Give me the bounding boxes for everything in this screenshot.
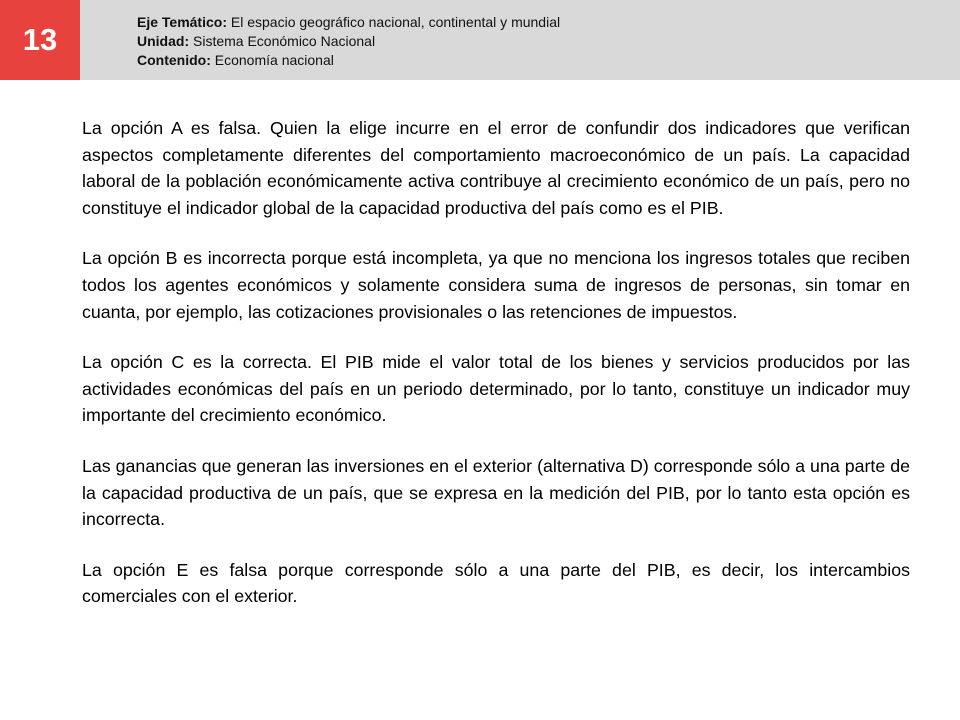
eje-tematico-line: [137, 13, 560, 32]
body-text: [82, 115, 910, 634]
slide-number-badge: 13: [0, 0, 80, 80]
contenido-label: Contenido:: [137, 52, 211, 68]
header-meta: [137, 13, 560, 70]
paragraph-option-c: La opción C es la correcta. El PIB mide el valor total de los bienes y servicios producidos por las actividades económicas del país en un periodo determinado, por lo tanto, constituye un indicador muy importante del crecimiento económico.: [82, 352, 910, 426]
eje-tematico-value: El espacio geográfico nacional, continental y mundial: [227, 14, 561, 30]
paragraph-option-e: La opción E es falsa porque corresponde sólo a una parte del PIB, es decir, los intercambios comerciales con el exterior.: [82, 559, 910, 607]
eje-tematico-label: Eje Temático:: [137, 14, 227, 30]
paragraph-option-d: Las ganancias que generan las inversiones en el exterior (alternativa D) corresponde sólo a una parte de la capacidad productiva de un país, que se expresa en la medición del PIB, por lo tanto esta opción es incorrecta.: [82, 455, 910, 530]
contenido-line: [137, 51, 560, 70]
paragraph-option-b: La opción B es incorrecta porque está incompleta, ya que no menciona los ingresos totales que reciben todos los agentes económicos y solamente considera suma de ingresos de personas, sin tomar en cuanta, por ejemplo, las cotizaciones provisionales o las retenciones de impuestos.: [82, 248, 910, 322]
unidad-label: Unidad:: [137, 33, 190, 49]
paragraph-option-a: La opción A es falsa. Quien la elige incurre en el error de confundir dos indicadores que verifican aspectos completamente diferentes del comportamiento macroeconómico de un país. La capacidad laboral de la población económicamente activa contribuye al crecimiento económico de un país, pero no constituye el indicador global de la capacidad productiva del país como es el PIB.: [82, 118, 910, 218]
contenido-value: Economía nacional: [210, 52, 334, 68]
unidad-line: [137, 32, 560, 51]
header-bar: [0, 0, 960, 80]
unidad-value: Sistema Económico Nacional: [189, 33, 376, 49]
